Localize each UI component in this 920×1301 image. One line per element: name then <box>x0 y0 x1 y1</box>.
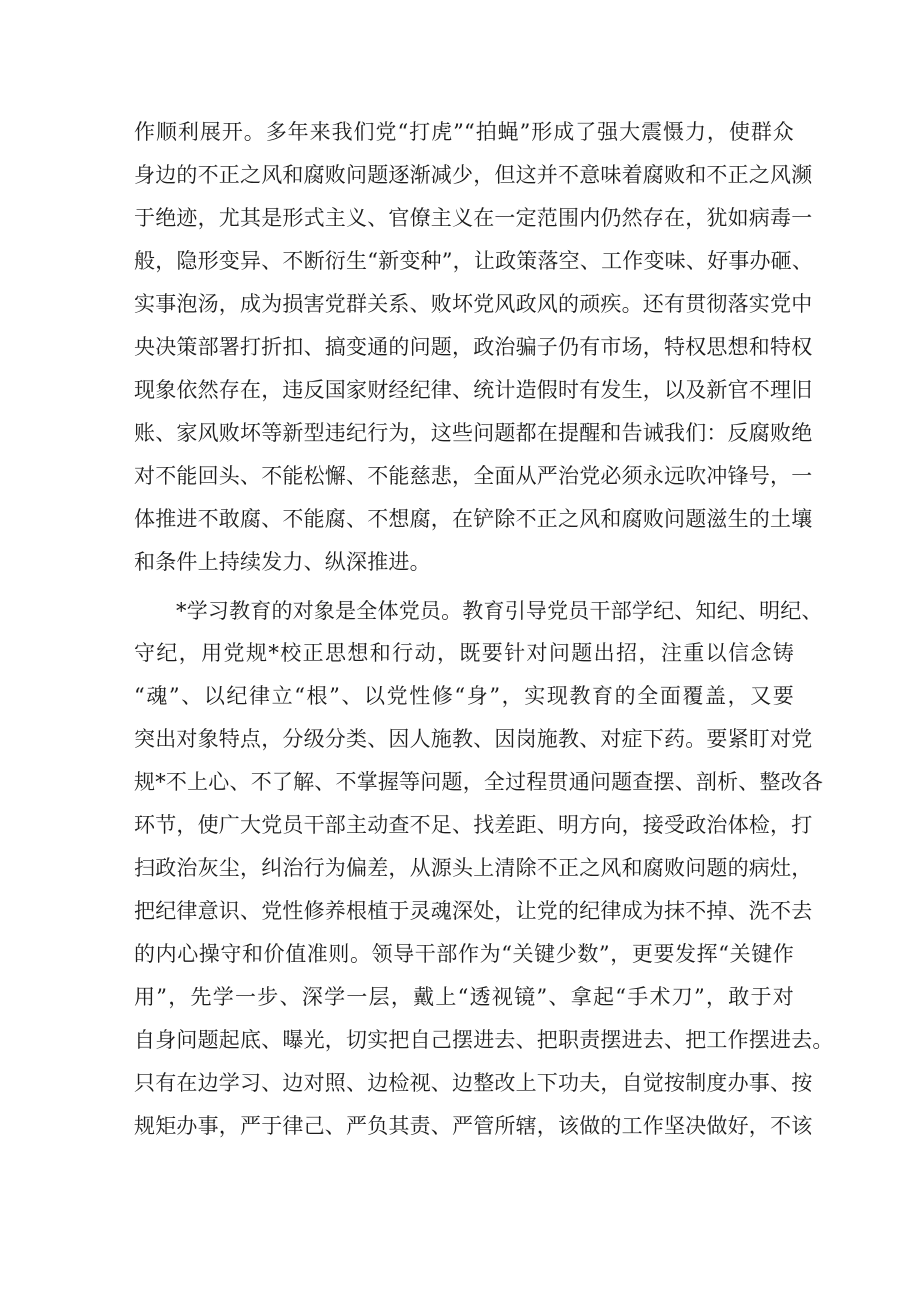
paragraph-1-line-10: 体推进不敢腐、不能腐、不想腐，在铲除不正之风和腐败问题滋生的土壤 <box>134 507 813 531</box>
paragraph-1-line-5: 实事泡汤，成为损害党群关系、败坏党风政风的顽疾。还有贯彻落实党中 <box>134 292 813 316</box>
paragraph-2-line-4: 突出对象特点，分级分类、因人施教、因岗施教、对症下药。要紧盯对党 <box>134 727 813 751</box>
paragraph-1-line-7: 现象依然存在，违反国家财经纪律、统计造假时有发生，以及新官不理旧 <box>134 378 813 402</box>
paragraph-1-line-2: 身边的不正之风和腐败问题逐渐减少，但这并不意味着腐败和不正之风濒 <box>134 163 813 187</box>
paragraph-2-line-1: *学习教育的对象是全体党员。教育引导党员干部学纪、知纪、明纪、 <box>176 599 823 623</box>
paragraph-2-line-3: “魂”、以纪律立“根”、以党性修“身”，实现教育的全面覆盖，又要 <box>134 684 794 708</box>
paragraph-2-line-8: 把纪律意识、党性修养根植于灵魂深处，让党的纪律成为抹不掉、洗不去 <box>134 899 813 923</box>
paragraph-1-line-3: 于绝迹，尤其是形式主义、官僚主义在一定范围内仍然存在，犹如病毒一 <box>134 206 813 230</box>
paragraph-2-line-7: 扫政治灰尘，纠治行为偏差，从源头上清除不正之风和腐败问题的病灶， <box>134 856 813 880</box>
paragraph-2-line-5: 规*不上心、不了解、不掌握等问题，全过程贯通问题查摆、剖析、整改各 <box>134 770 824 794</box>
paragraph-2-line-12: 只有在边学习、边对照、边检视、边整改上下功夫，自觉按制度办事、按 <box>134 1071 813 1095</box>
paragraph-1-line-11: 和条件上持续发力、纵深推进。 <box>134 550 431 574</box>
paragraph-2-line-9: 的内心操守和价值准则。领导干部作为“关键少数”，更要发挥“关键作 <box>134 942 794 966</box>
paragraph-1-line-4: 般，隐形变异、不断衍生“新变种”，让政策落空、工作变味、好事办砸、 <box>134 249 814 273</box>
paragraph-2-line-6: 环节，使广大党员干部主动查不足、找差距、明方向，接受政治体检，打 <box>134 813 813 837</box>
paragraph-2-line-11: 自身问题起底、曝光，切实把自己摆进去、把职责摆进去、把工作摆进去。 <box>134 1028 834 1052</box>
paragraph-1-line-9: 对不能回头、不能松懈、不能慈悲，全面从严治党必须永远吹冲锋号，一 <box>134 464 813 488</box>
paragraph-2-line-10: 用”，先学一步、深学一层，戴上“透视镜”、拿起“手术刀”，敢于对 <box>134 985 794 1009</box>
paragraph-1-line-1: 作顺利展开。多年来我们党“打虎”“拍蝇”形成了强大震慑力，使群众 <box>134 120 794 144</box>
paragraph-1-line-6: 央决策部署打折扣、搞变通的问题，政治骗子仍有市场，特权思想和特权 <box>134 335 813 359</box>
paragraph-2-line-13: 规矩办事，严于律己、严负其责、严管所辖，该做的工作坚决做好，不该 <box>134 1114 813 1138</box>
paragraph-1-line-8: 账、家风败坏等新型违纪行为，这些问题都在提醒和告诫我们：反腐败绝 <box>134 421 813 445</box>
paragraph-2-line-2: 守纪，用党规*校正思想和行动，既要针对问题出招，注重以信念铸 <box>134 641 794 665</box>
